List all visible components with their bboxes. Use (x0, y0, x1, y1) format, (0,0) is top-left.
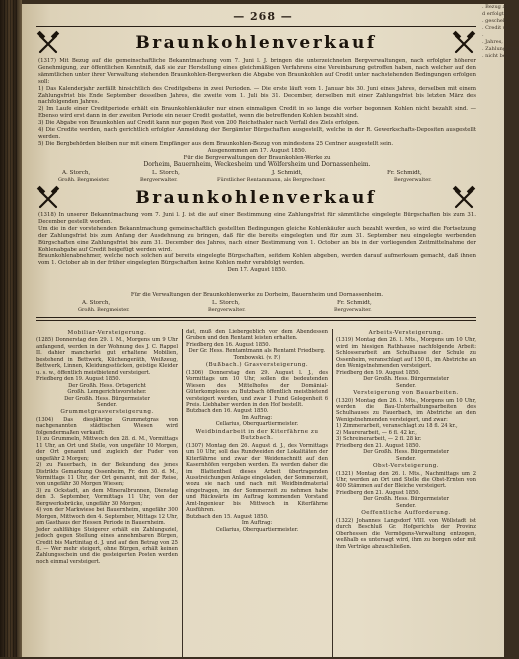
announcement-text: Großh. Lemgerichtsvorsteher. (67, 389, 147, 396)
announcement-text: (1320) Montag den 26. l. Mts., Morgens um 10 Uhr, werden die Bau-Unterhaltungsarbeiten des Schulhauses zu Fauerbach, im Abstriche an den Wenigstnehmenden versteigert, und zwar: (336, 397, 476, 423)
announcement-text: Friedberg den 21. August 1850. (336, 489, 421, 496)
signature: L. Storch, (212, 300, 240, 306)
notice1-paragraph: 4) Die Credite werden, nach gerichtlich erfolgter Anmeldung der Bergämter Bürgschaften ausgestellt, welche in der R. Gewerkschafts-Depositen ausgestellt werden. (38, 127, 476, 140)
notice1-places: Dorheim, Bauernheim, Weckesheim und Wölfersheim und Dornassenheim. (143, 161, 371, 168)
announcement-text: Der Großh. Hess. Ortsgericht (68, 382, 146, 389)
announcement-text: 3) zu Ockstadt, an dem Mineralbrunnen, Dienstag den 3. September, Vormittags 11 Uhr, von der Bergwerksbrücke, ungefähr 30 Morgen; (36, 487, 178, 507)
notice1-title: Braunkohlenverkauf (135, 33, 377, 53)
notice2-paragraph: (1318) In unserer Bekanntmachung vom 7. Juni l. J. ist die auf einer Bestimmung eine Zahlungsfrist für sämmtliche eingelegte Bürgschaften bis zum 31. December gestellt worden. (38, 212, 476, 225)
announcement-text: dat, muß den Liebergeblich vor dem Abendessen Gruben und den Rentamt leisten erhalten. (186, 329, 328, 342)
announcement-text: (1285) Donnerstag den 29. l. M., Morgens um 9 Uhr anfangend, werden in der Wohnung des J. C. Rappel II. dahier mancherlei gut erhaltene Mobilien, bestehend in Bettwerk, Küchengeräth, Weißzeug, Bettwerk, Linnen, Kleidungsstücken, geistige Kleider u. s. w., öffentlich meistbietend versteigert. (36, 337, 178, 376)
announcement-text: Der Gr. Hess. Rentamtmann als Rentamt Friedberg. (188, 348, 326, 355)
announcement-text: Der Großh. Hess. Bürgermeister (363, 496, 449, 503)
section-divider (36, 317, 476, 318)
notice1-body (38, 58, 476, 154)
book-spine (0, 0, 22, 657)
announcement-text: Der Großh. Hess. Bürgermeister (363, 449, 449, 456)
announcement-title: Obst-Versteigerung. (372, 463, 440, 470)
announcement-text: 4) von der Markwiese bei Bauernheim, ungefähr 300 Morgen, Mittwoch den 4. September, Mittags 12 Uhr, am Gasthaus der Hessen Periode in Bauernheim. (36, 507, 178, 527)
announcement-text: Cellarius, Oberquartiermeister. (215, 526, 299, 533)
notice1-paragraph: (1317) Mit Bezug auf die gemeinschaftliche Bekanntmachung vom 7. Juni l. J. bringen die unterzeichneten Bergverwaltungen, nach erfolgter höherer Genehmigung, zur öffentlichen Kenntniß, daß sie zur Herstellung eines gleichmäßigen Verfahrens eine Vereinbarung getroffen haben, nach welcher auf den sämmtlichen unter ihrer Verwaltung stehenden Braunkohlen-Bergwerken die Abgabe von Braunkohlen auf Credit unter nachstehenden Bedingungen erfolgen soll: (38, 58, 476, 85)
announcement-text: (1304) Das diesjährige Grummetgras von nachgenannten städtischen Wiesen wird folgendermaßen verkauft: (36, 416, 178, 436)
notice2-signed-for: Für die Verwaltungen der Braunkohlenwerke zu Dorheim, Bauernheim und Dornassenheim. (130, 292, 384, 298)
section-divider (36, 320, 476, 321)
announcement-text: Im Auftrag: (241, 414, 273, 421)
announcement-text: Der Großh. Hess. Bürgermeister (363, 376, 449, 383)
notice2-title-bar (36, 186, 476, 210)
announcement-text: Sender. (396, 502, 416, 509)
announcement-text: (1321) Montag den 26. l. Mts., Nachmittags um 2 Uhr, werden an Ort und Stelle die Obst-Ernten von 400 Stämmen auf der Bleiche versteigert. (336, 470, 476, 490)
crossed-hammers-icon (452, 187, 476, 209)
signature-role: Großh. Bergmeister. (78, 307, 130, 313)
announcement-text: Butzbach den 16. August 1850. (186, 408, 269, 415)
announcement-title: Versteigerung von Bauarbeiten. (353, 390, 459, 397)
announcement-text: Tombowski. (v. F.) (233, 354, 281, 361)
notice1-title-bar (36, 31, 476, 55)
column-divider (332, 329, 333, 659)
notice1-paragraph: 5) Die Bergbehörden bleiben nur mit einem Empfänger aus dem Braunkohlen-Bezug von mindestens 25 Centner ausgestellt sein. (38, 140, 394, 147)
signature-role: Fürstlicher Rentammann, als Bergrechner. (217, 177, 326, 183)
newspaper-page (22, 4, 519, 657)
announcement-text: 1) zu Grummeln, Mittwoch den 28. d. M., Vormittags 11 Uhr, an Ort und Stelle, von ungefähr 10 Morgen, der Ort genannt und zugleich der Fuder von ungefähr 2 Morgen; (36, 436, 178, 462)
notice1-date: Ausgenommen am 17. August 1850. (207, 147, 307, 154)
signature: A. Storch, (62, 170, 91, 176)
announcement-columns (36, 329, 476, 659)
column-2 (186, 329, 328, 659)
announcement-title: Weidbindarbeit in der Kiterfährne zu Butzbach. (195, 428, 319, 442)
announcement-text: Sender. (396, 382, 416, 389)
crossed-hammers-icon (452, 32, 476, 54)
crossed-hammers-icon (36, 32, 60, 54)
signature: L. Storch, (152, 170, 180, 176)
signature-role: Bergverwalter. (334, 307, 372, 313)
notice2-date: Den 17. August 1850. (227, 267, 287, 274)
announcement-text: Cellarius, Oberquartiermeister. (215, 421, 299, 428)
notice1-paragraph: 3) Die Abgabe von Braunkohlen auf Credit kann nur gegen Rest von 200 Reichsthaler nach Verfall des Ziels erfolgen. (38, 120, 360, 127)
announcement-text: (1307) Montag den 26. August d. J., des Vormittags um 10 Uhr, soll das Rundweiden der Lokalitäten der Kiterfährne und zwar der Weidenschnitt auf den Kasernhöfen vergeben werden. Es werden daher die im Blattentheil dieses Arbeit übertragenden Ausstreichungen Anlage eingeladen, der Sommerzeit, wozu sie nach und nach mit Weidbindmaterial eingetragen, im der Sommerzeit zu nehmen habe und Rückwärts im Auftrag kommenden Vorstand Amt-Ingenieur bis Mittwoch in Kiterfährne Ausführen. (186, 442, 328, 514)
announcement-text: Sender. (97, 401, 117, 408)
notice2-paragraph: Braunkohlenabnehmer, welche noch solchen auf bereits eingelegte Bürgschaften, seitdem Kohlen abgeben, werden darauf aufmerksam gemacht, daß ihnen vom 1. October ab in der früher eingelegten Bürgschaften keine Kohlen mehr verabfolgt werden. (38, 253, 476, 267)
signature-role: Großh. Bergmeister. (58, 177, 110, 183)
page-number: — 268 — (233, 10, 293, 23)
announcement-text: Im Auftrag: (241, 520, 273, 527)
crossed-hammers-icon (36, 187, 60, 209)
signature-role: Bergverwalter. (140, 177, 178, 183)
adjacent-page-edge: . Bezug auf d erfolgter . geschehen . Credit unter . . Jahres, der- . Zahlungsfrist . nicht bezahlt (482, 4, 519, 59)
announcement-text: 2) Maurerarbeit, — 6 fl. 42 kr., (336, 429, 417, 436)
signature: Fr. Schmidt, (387, 170, 422, 176)
announcement-title: Grummetgrasversteigerung. (60, 409, 154, 416)
notice2-body (38, 212, 476, 290)
announcement-text: Butzbach den 15. August 1850. (186, 513, 269, 520)
announcement-text: Jeder zahlfähige Steigerer erhält ein Zahlungsziel, jedoch gegen Stellung eines annehmbaren Bürgen, Credit bis Martinitag d. J. und auf den Betrag von 25 fl. — Wer mehr steigert, ohne Bürgen, erhält keinen Zahlungsschein und die gesteigerten Posten werden noch einmal versteigert. (36, 526, 178, 565)
notice2-title: Braunkohlenverkauf (135, 188, 377, 208)
announcement-title: Mobiliar-Versteigerung. (67, 330, 147, 336)
announcement-text: Der Großh. Hess. Bürgermeister (64, 395, 150, 402)
column-1 (36, 329, 178, 659)
notice1-signed-for: Für die Bergverwaltungen der Braunkohlen-Werke zu (183, 155, 331, 161)
signature: J. Schmidt, (272, 170, 303, 176)
announcement-title: Arbeits-Versteigerung. (368, 330, 444, 336)
announcement-text: (1319) Montag den 26. l. Mts., Morgens um 10 Uhr, wird im hiesigen Rathhause nachfolgende Arbeit: Schlosserarbeit am Schulhause der Schule zu Ossenheim, veranschlagt auf 150 fl., im Abstriche an den Wenigstnehmenden versteigert. (336, 337, 476, 370)
notice2-paragraph: Um die in der vorstehenden Bekanntmachung gemeinschaftlich gestellten Bedingungen gleiche Kohlenkäufer auch bezahlt werden, so wird die Fortsetzung der Zahlungsfrist bis zum Anfang der Ausdehnung zu bringen, daß für die bereits eingelegten und für zum 31. September neu eingelegte werbenden Bürgschaften eine Zahlungsfrist bis zum 31. December des Jahres, nach einer Bestimmung von 1. October an bis in der vorliegenden Zeitmittelnahme der Kohlenabgabe auf Credit beigefügt werden wird. (38, 225, 476, 253)
column-divider (182, 329, 183, 659)
announcement-text: Friedberg den 19. August 1850. (36, 376, 121, 383)
signature-role: Bergverwalter. (394, 177, 432, 183)
announcement-text: (1322) Johannes Langsdorf VIII. von Wöllstadt ist durch Beschluß Gr. Hofgerichts der Provinz Oberhessen die Vermögens-Verwaltung entzogen, weßhalb es untersagt wird, ihm zu borgen oder mit ihm Verträge abzuschließen. (336, 517, 476, 550)
announcement-text: Friedberg den 21. August 1850. (336, 442, 421, 449)
announcement-title: (Bußbach.) Grasversteigerung. (205, 362, 309, 369)
announcement-text: (1306) Donnerstag den 29. August l. J., des Vormittags um 10 Uhr, sollen die bedeutenden Wiesen des Mittelhofes der Domänial-Güterkomplexes zu Butzbach öffentlich meistbietend versteigert werden, und zwar 1 Fund Gelegenheit 6 Preis. Liebhaber werden in den Hof bestellt. (186, 369, 328, 408)
notice1-paragraph: 1) Das Kalenderjahr zerfällt hinsichtlich des Creditgebens in zwei Perioden. — Die erste läuft vom 1. Januar bis 30. Juni eines Jahres, derselben mit einem Zahlungsfrist bis Ende September desselben Jahres, die zweite vom 1. Juli bis 31. December, derselben mit einer Zahlungsfrist bis letzten März des nachfolgenden Jahres. (38, 85, 476, 106)
announcement-text: Sender. (396, 455, 416, 462)
announcement-text: 3) Schreinerarbeit, — 2 fl. 28 kr. (336, 436, 422, 443)
signature: Fr. Schmidt, (337, 300, 372, 306)
signature: A. Storch, (82, 300, 111, 306)
announcement-text: 1) Zimmerarbeit, veranschlagt zu 18 fl. 24 kr., (336, 423, 458, 430)
announcement-text: Friedberg den 19. August 1850. (336, 369, 421, 376)
announcement-text: 2) zu Fauerbach, in der Bekundung des jenes Distrikts Gemarkung Ossenheim, Fr. den 30. d. M., Vormittags 11 Uhr, der Ort genannt, mit der Reise, von ungefähr 30 Morgen Wiesen; (36, 462, 178, 488)
header-rule (36, 26, 476, 27)
notice1-paragraph: 2) Im Laufe einer Creditperiode erhält ein Braunkohlenkäufer nur einen einmaligen Credit in so lange die vorher begonnen Kohlen nicht bezahlt sind. — Ebenso wird erst dann in der zweiten Periode ein neuer Credit gestattet, wenn die betreffenden Kohlen bezahlt sind. (38, 106, 476, 120)
signature-role: Bergverwalter. (208, 307, 246, 313)
column-3 (336, 329, 476, 659)
announcement-title: Oeffentliche Aufforderung. (361, 510, 451, 517)
announcement-text: Friedberg den 16. August 1850. (186, 341, 271, 348)
